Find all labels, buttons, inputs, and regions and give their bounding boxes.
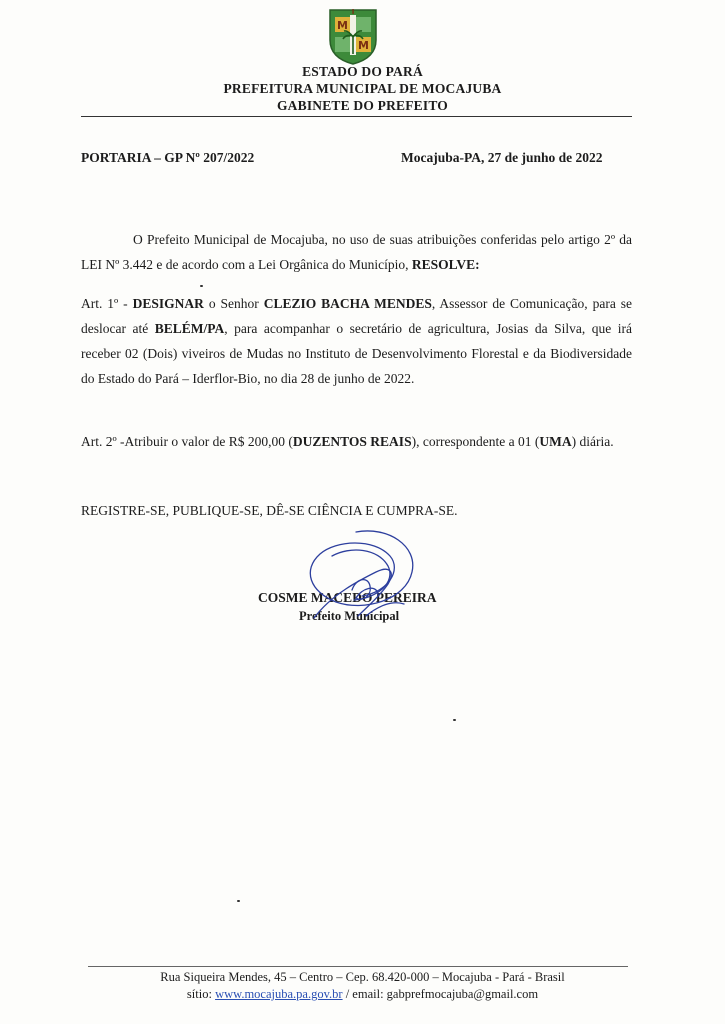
- crest-letter-m-bottom: M: [358, 39, 369, 52]
- email-address: gabprefmocajuba@gmail.com: [386, 987, 539, 1001]
- header-cabinet: GABINETE DO PREFEITO: [276, 98, 449, 113]
- handwritten-signature: [292, 526, 422, 632]
- email-label: / email:: [345, 987, 384, 1001]
- header-prefecture: PREFEITURA MUNICIPAL DE MOCAJUBA: [223, 81, 502, 96]
- article-1: [81, 291, 632, 391]
- art1-label: Art. 1º -: [81, 296, 128, 311]
- art1-verb: DESIGNAR: [132, 296, 204, 311]
- municipal-crest-icon: [326, 6, 380, 66]
- website-link[interactable]: www.mocajuba.pa.gov.br: [215, 987, 343, 1001]
- signer-title: Prefeito Municipal: [299, 609, 400, 623]
- site-label: sítio:: [186, 987, 212, 1001]
- art1-destination: BELÉM/PA: [154, 321, 225, 336]
- header-state: ESTADO DO PARÁ: [302, 64, 423, 79]
- art2-text-1: Art. 2º -Atribuir o valor de R$ 200,00 (: [81, 434, 293, 449]
- art1-text-3: , para acompanhar o secretário de agricultura, Josias da Silva, que irá receber 02 (Dois) viveiros de Mudas no Instituto de Desenvolvimento Florestal e da Biodiversidade do Estado do Pará – Iderflor-Bio, no dia 28 de junho de 2022.: [81, 321, 632, 386]
- crest-letter-i: I: [351, 8, 355, 16]
- crest-letter-m-top: M: [337, 19, 348, 32]
- art2-text-2: ), correspondente a 01 (: [411, 434, 540, 449]
- art2-amount-words: DUZENTOS REAIS: [292, 434, 412, 449]
- scan-speck: [237, 900, 240, 902]
- resolve-keyword: RESOLVE:: [411, 257, 480, 272]
- scan-speck: [453, 719, 456, 721]
- signer-name: COSME MACEDO PEREIRA: [258, 590, 437, 605]
- art1-text-1: o Senhor: [208, 296, 259, 311]
- portaria-number: PORTARIA – GP Nº 207/2022: [81, 150, 255, 165]
- place-and-date: Mocajuba-PA, 27 de junho de 2022: [401, 150, 603, 165]
- art2-text-3: ) diária.: [571, 434, 614, 449]
- article-2: [81, 429, 632, 454]
- footer-contacts: [0, 987, 725, 1002]
- scan-speck: [200, 285, 203, 287]
- intro-paragraph: [81, 227, 632, 277]
- art1-text-2: , Assessor de Comunicação, para se deslocar até: [81, 296, 632, 336]
- footer-divider: [88, 966, 628, 967]
- art2-quantity-words: UMA: [539, 434, 572, 449]
- header-divider: [81, 116, 632, 117]
- closing-formula: REGISTRE-SE, PUBLIQUE-SE, DÊ-SE CIÊNCIA E CUMPRA-SE.: [81, 503, 458, 518]
- intro-text: O Prefeito Municipal de Mocajuba, no uso de suas atribuições conferidas pelo artigo 2º da LEI Nº 3.442 e de acordo com a Lei Orgânica do Município,: [81, 232, 632, 272]
- footer-address: Rua Siqueira Mendes, 45 – Centro – Cep. 68.420-000 – Mocajuba - Pará - Brasil: [160, 970, 565, 984]
- art1-person-name: CLEZIO BACHA MENDES: [263, 296, 432, 311]
